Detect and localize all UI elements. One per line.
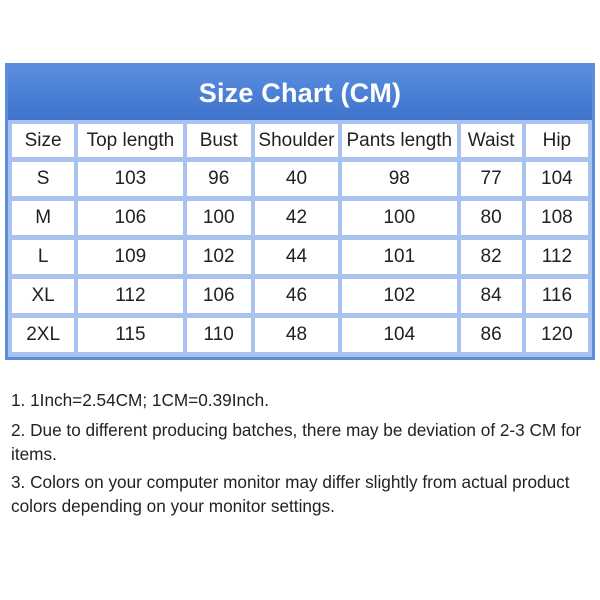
note-conversion: 1. 1Inch=2.54CM; 1CM=0.39Inch.: [11, 390, 269, 410]
shoulder-cell: 44: [255, 240, 338, 274]
pants-length-cell: 100: [342, 201, 456, 235]
waist-cell: 80: [461, 201, 522, 235]
table-row: [12, 318, 588, 352]
column-header-size: Size: [12, 124, 74, 157]
column-header-pants-length: Pants length: [342, 124, 456, 157]
column-header-top-length: Top length: [78, 124, 182, 157]
top-length-cell: 103: [78, 162, 182, 196]
hip-cell: 108: [526, 201, 588, 235]
waist-cell: 86: [461, 318, 522, 352]
shoulder-cell: 46: [255, 279, 338, 313]
shoulder-cell: 48: [255, 318, 338, 352]
size-cell: M: [12, 201, 74, 235]
pants-length-cell: 102: [342, 279, 456, 313]
pants-length-cell: 101: [342, 240, 456, 274]
bust-cell: 96: [187, 162, 251, 196]
size-cell: L: [12, 240, 74, 274]
waist-cell: 77: [461, 162, 522, 196]
column-header-hip: Hip: [526, 124, 588, 157]
pants-length-cell: 98: [342, 162, 456, 196]
column-header-shoulder: Shoulder: [255, 124, 338, 157]
bust-cell: 110: [187, 318, 251, 352]
bust-cell: 102: [187, 240, 251, 274]
pants-length-cell: 104: [342, 318, 456, 352]
header-row: [12, 124, 588, 157]
size-cell: XL: [12, 279, 74, 313]
hip-cell: 104: [526, 162, 588, 196]
hip-cell: 120: [526, 318, 588, 352]
waist-cell: 82: [461, 240, 522, 274]
table-row: [12, 279, 588, 313]
note-deviation: 2. Due to different producing batches, there may be deviation of 2-3 CM for items.: [11, 420, 582, 464]
size-cell: S: [12, 162, 74, 196]
note-colors: 3. Colors on your computer monitor may differ slightly from actual product colors depending on your monitor settings.: [11, 472, 570, 516]
bust-cell: 106: [187, 279, 251, 313]
table-row: [12, 240, 588, 274]
top-length-cell: 115: [78, 318, 182, 352]
waist-cell: 84: [461, 279, 522, 313]
hip-cell: 116: [526, 279, 588, 313]
shoulder-cell: 40: [255, 162, 338, 196]
column-header-waist: Waist: [461, 124, 522, 157]
chart-title: Size Chart (CM): [8, 66, 592, 120]
size-cell: 2XL: [12, 318, 74, 352]
shoulder-cell: 42: [255, 201, 338, 235]
top-length-cell: 109: [78, 240, 182, 274]
notes-section: [11, 388, 591, 522]
bust-cell: 100: [187, 201, 251, 235]
size-table: [8, 119, 592, 357]
table-row: [12, 201, 588, 235]
column-header-bust: Bust: [187, 124, 251, 157]
hip-cell: 112: [526, 240, 588, 274]
table-row: [12, 162, 588, 196]
top-length-cell: 106: [78, 201, 182, 235]
top-length-cell: 112: [78, 279, 182, 313]
size-chart: [5, 63, 595, 360]
